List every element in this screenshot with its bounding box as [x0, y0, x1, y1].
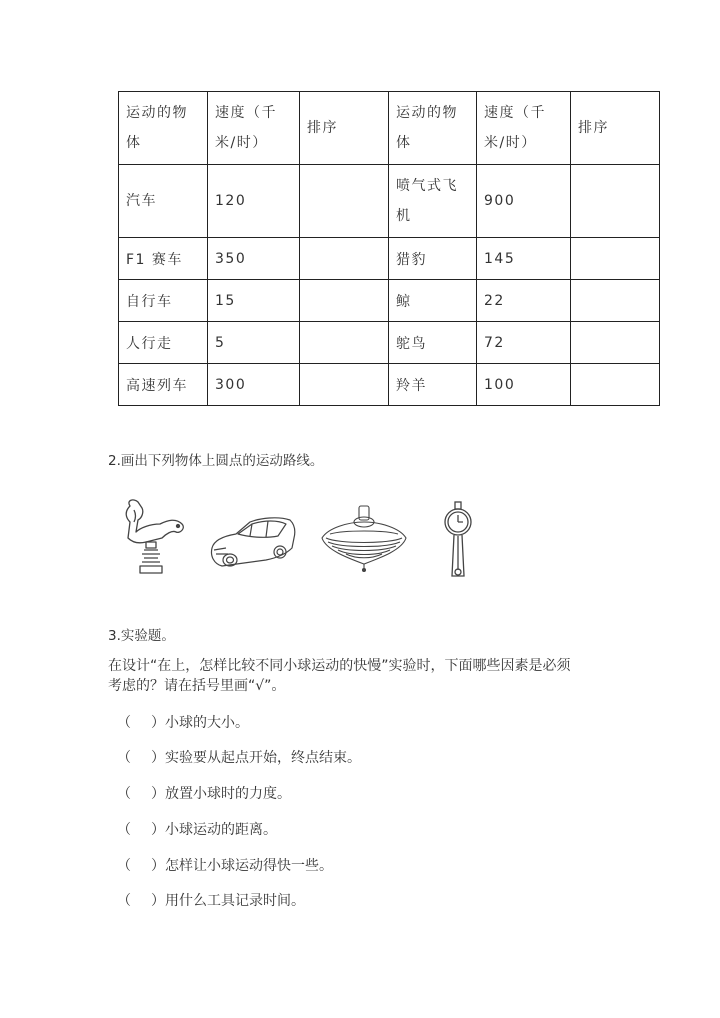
option-row [117, 712, 249, 732]
answer-paren-right: ） [151, 786, 165, 802]
answer-paren-left[interactable]: （ [117, 822, 131, 838]
answer-paren-right: ） [151, 858, 165, 874]
table-cell: 高速列车 [119, 364, 208, 406]
answer-paren-left[interactable]: （ [117, 858, 131, 874]
table-cell: 900 [477, 165, 571, 238]
table-cell: 汽车 [119, 165, 208, 238]
spinning-top-icon [318, 504, 410, 574]
rank-cell [571, 238, 660, 280]
intro-line-1: 在设计“在上，怎样比较不同小球运动的快慢”实验时，下面哪些因素是必须 [108, 658, 571, 674]
rocking-horse-icon [116, 496, 188, 578]
option-text: 怎样让小球运动得快一些。 [165, 858, 333, 874]
table-cell: 羚羊 [389, 364, 477, 406]
option-row [117, 783, 291, 803]
answer-paren-right: ） [151, 750, 165, 766]
rank-cell [300, 165, 389, 238]
question-2-pictures [108, 492, 508, 592]
table-cell: 120 [208, 165, 300, 238]
option-row [117, 819, 277, 839]
rank-cell [300, 322, 389, 364]
table-cell: 72 [477, 322, 571, 364]
option-text: 小球的大小。 [165, 715, 249, 731]
answer-paren-left[interactable]: （ [117, 750, 131, 766]
table-cell: 鸵鸟 [389, 322, 477, 364]
answer-paren-left[interactable]: （ [117, 786, 131, 802]
table-cell: 猎豹 [389, 238, 477, 280]
option-row [117, 855, 333, 875]
table-cell: 145 [477, 238, 571, 280]
rank-cell [571, 280, 660, 322]
table-row [119, 238, 660, 280]
rank-cell [300, 280, 389, 322]
table-cell: 22 [477, 280, 571, 322]
car-icon [208, 514, 298, 570]
table-cell: 喷气式飞机 [389, 165, 477, 238]
table-header-row [119, 92, 660, 165]
table-row [119, 165, 660, 238]
option-text: 小球运动的距离。 [165, 822, 277, 838]
rank-cell [571, 364, 660, 406]
answer-paren-right: ） [151, 893, 165, 909]
answer-paren-left[interactable]: （ [117, 715, 131, 731]
answer-paren-right: ） [151, 715, 165, 731]
table-row [119, 280, 660, 322]
intro-line-2: 考虑的？请在括号里画“√”。 [108, 678, 286, 694]
answer-paren-left[interactable]: （ [117, 893, 131, 909]
header-speed: 速度（千米/时） [208, 92, 300, 165]
header-rank-2: 排序 [571, 92, 660, 165]
header-speed-2: 速度（千米/时） [477, 92, 571, 165]
table-cell: F1 赛车 [119, 238, 208, 280]
pendulum-clock-icon [438, 496, 478, 584]
rank-cell [571, 165, 660, 238]
option-row [117, 747, 361, 767]
question-2-title: 2.画出下列物体上圆点的运动路线。 [108, 453, 324, 469]
table-cell: 15 [208, 280, 300, 322]
question-3-intro [108, 656, 618, 696]
rank-cell [300, 238, 389, 280]
table-cell: 350 [208, 238, 300, 280]
answer-paren-right: ） [151, 822, 165, 838]
table-cell: 人行走 [119, 322, 208, 364]
header-object: 运动的物体 [119, 92, 208, 165]
option-text: 实验要从起点开始，终点结束。 [165, 750, 361, 766]
option-text: 放置小球时的力度。 [165, 786, 291, 802]
table-cell: 自行车 [119, 280, 208, 322]
header-rank: 排序 [300, 92, 389, 165]
table-cell: 5 [208, 322, 300, 364]
rank-cell [571, 322, 660, 364]
speed-table [118, 91, 660, 406]
header-object-2: 运动的物体 [389, 92, 477, 165]
option-text: 用什么工具记录时间。 [165, 893, 305, 909]
question-3-title: 3.实验题。 [108, 628, 175, 644]
option-row [117, 890, 305, 910]
table-cell: 100 [477, 364, 571, 406]
table-cell: 300 [208, 364, 300, 406]
table-cell: 鲸 [389, 280, 477, 322]
rank-cell [300, 364, 389, 406]
table-row [119, 364, 660, 406]
table-row [119, 322, 660, 364]
